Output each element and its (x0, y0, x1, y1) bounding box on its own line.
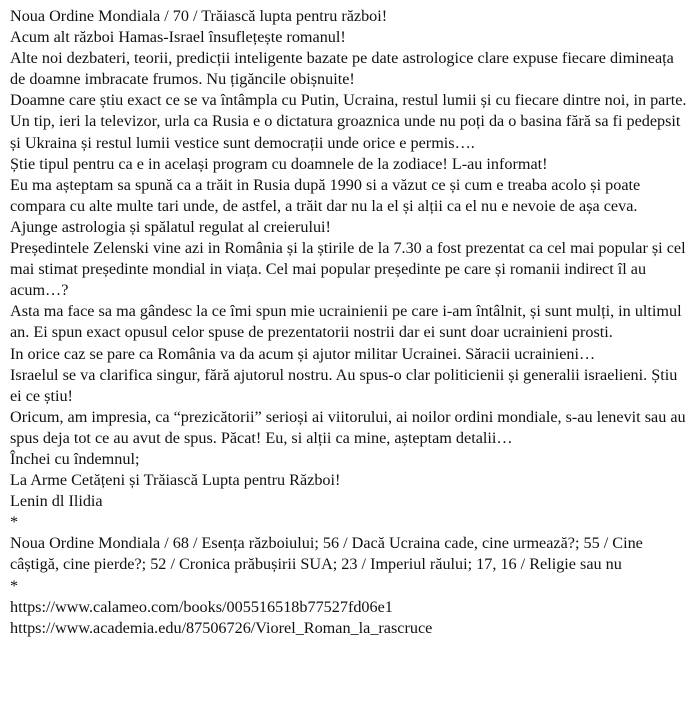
title-line: Noua Ordine Mondiala / 70 / Trăiască lupta pentru război! (10, 7, 388, 25)
subtitle-line: Acum alt război Hamas-Israel însuflețește romanul! (10, 28, 346, 47)
author-signature: Lenin dl Ilidia (10, 492, 103, 511)
paragraph: Eu ma așteptam sa spună ca a trăit in Rusia după 1990 si a văzut ce și cum e treaba acolo și poate compara cu alte multe tari unde, de astfel, a trăit dar nu la el și alții ca el nu e nevoie de așa ceva. (10, 175, 645, 215)
paragraph: Asta ma face sa ma gândesc la ce îmi spun mie ucrainienii pe care i-am întâlnit, și sunt mulți, in ultimul an. Ei spun exact opusul celor spuse de prezentatorii nostrii dar ei sunt doar ucrainieni prosti. (10, 302, 686, 342)
paragraph: In orice caz se pare ca România va da acum și ajutor militar Ucrainei. Săracii ucrainieni… (10, 344, 596, 363)
paragraph: Israelul se va clarifica singur, fără ajutorul nostru. Au spus-o clar politicienii și generalii israelieni. Știu ei ce știu! (10, 365, 682, 405)
paragraph: Un tip, ieri la televizor, urla ca Rusia e o dictatura groaznica unde nu poți da o basina fără sa fi pedepsit și Ukraina și restul lumii vestice sunt democrații unde orice e permis…. (10, 112, 685, 152)
paragraph: Ajunge astrologia și spălatul regulat al creierului! (10, 217, 331, 236)
related-articles-list: Noua Ordine Mondiala / 68 / Esența războiului; 56 / Dacă Ucraina cade, cine urmează?; 55 / Cine câștigă, cine pierde?; 52 / Cronica prăbușirii SUA; 23 / Imperiul răului; 17, 16 / Religie sau nu (10, 534, 647, 574)
paragraph: Alte noi dezbateri, teorii, predicții inteligente bazate pe date astrologice clare expuse fiecare dimineața de doamne imbracate frumos. Nu țigăncile obișnuite! (10, 49, 678, 89)
slogan-line: La Arme Cetățeni și Trăiască Lupta pentru Război! (10, 471, 341, 490)
paragraph: Știe tipul pentru ca e in același program cu doamnele de la zodiace! L-au informat! (10, 154, 548, 173)
separator-asterisk: * (10, 513, 19, 532)
closing-line: Închei cu îndemnul; (10, 449, 140, 468)
link-calameo[interactable]: https://www.calameo.com/books/005516518b77527fd06e1 (10, 597, 393, 616)
paragraph: Doamne care știu exact ce se va întâmpla cu Putin, Ucraina, restul lumii și cu fiecare dintre noi, in parte. (10, 91, 687, 110)
link-academia[interactable]: https://www.academia.edu/87506726/Viorel_Roman_la_rascruce (10, 618, 433, 637)
separator-asterisk: * (10, 576, 19, 595)
paragraph: Președintele Zelenski vine azi in România și la știrile de la 7.30 a fost prezentat ca cel mai popular și cel mai stimat președinte mondial in viața. Cel mai popular președinte pe care și romanii indirect îl au acum…? (10, 239, 690, 300)
paragraph: Oricum, am impresia, ca “prezicătorii” serioși ai viitorului, ai noilor ordini mondiale, s-au lenevit sau au spus deja tot ce au avut de spus. Păcat! Eu, si alții ca mine, așteptam detalii… (10, 407, 690, 447)
